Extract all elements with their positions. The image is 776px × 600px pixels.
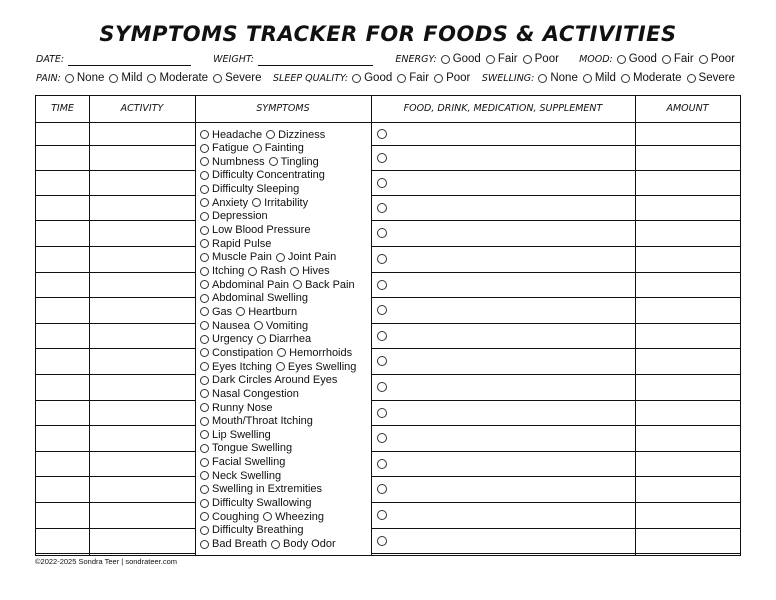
symptom-circle-icon[interactable] [200,430,209,439]
food-checkbox-icon[interactable] [377,356,387,366]
row-divider [371,425,740,426]
symptom-option[interactable] [200,524,304,536]
row-divider [371,323,740,324]
date-field[interactable] [68,53,191,66]
symptom-line [200,401,277,414]
symptom-circle-icon[interactable] [200,458,209,467]
symptom-option[interactable] [200,292,308,304]
symptom-option[interactable] [290,265,330,277]
sleep-quality-label: SLEEP QUALITY: [273,73,349,85]
symptom-circle-icon[interactable] [200,540,209,549]
radio-circle-icon[interactable] [687,74,696,83]
symptom-label: Mouth/Throat Itching [212,415,313,428]
symptom-option[interactable] [200,210,268,222]
symptom-label: Muscle Pain [212,251,272,264]
symptom-label: Low Blood Pressure [212,224,311,237]
symptom-label: Depression [212,210,268,223]
header-activity: ACTIVITY [120,103,164,114]
symptom-label: Vomiting [265,319,309,332]
symptom-line [200,524,308,537]
radio-option[interactable] [687,72,735,84]
radio-circle-icon[interactable] [523,55,532,64]
radio-option-label: Good [452,53,481,65]
radio-option[interactable] [621,72,682,84]
radio-option-label: Fair [497,53,518,65]
symptom-circle-icon[interactable] [200,239,209,248]
radio-circle-icon[interactable] [617,55,626,64]
symptom-line [200,183,303,196]
mood-options [617,53,740,67]
row-divider [36,170,195,171]
symptom-label: Difficulty Concentrating [212,169,325,182]
sleep-quality-options [352,72,475,86]
radio-circle-icon[interactable] [583,74,592,83]
radio-circle-icon[interactable] [65,74,74,83]
symptom-option[interactable] [248,265,286,277]
page-title: SYMPTOMS TRACKER FOR FOODS & ACTIVITIES [99,22,677,46]
symptom-circle-icon[interactable] [257,335,266,344]
radio-option-label: Mild [594,72,616,84]
symptom-option[interactable] [263,511,324,523]
symptom-line [200,278,359,291]
header-row-2 [36,72,740,86]
row-divider [371,220,740,221]
symptom-line [200,456,289,469]
food-checkbox-icon[interactable] [377,484,387,494]
symptom-circle-icon[interactable] [200,512,209,521]
food-checkbox-icon[interactable] [377,408,387,418]
radio-option-label: Moderate [159,72,209,84]
symptom-label: Neck Swelling [212,469,282,482]
food-checkbox-icon[interactable] [377,305,387,315]
header-row-1 [36,53,740,67]
food-checkbox-icon[interactable] [377,129,387,139]
symptom-label: Lip Swelling [212,428,271,441]
symptom-line [200,510,328,523]
symptom-option[interactable] [200,347,273,359]
radio-option[interactable] [617,53,657,65]
symptom-line [200,265,334,278]
radio-option-label: Good [628,53,657,65]
symptom-line [200,237,275,250]
symptom-label: Joint Pain [287,251,337,264]
radio-option[interactable] [352,72,392,84]
symptom-line [200,155,323,168]
symptom-label: Dizziness [278,128,326,141]
symptom-line [200,442,296,455]
symptom-label: Swelling in Extremities [212,483,323,496]
radio-option[interactable] [109,72,142,84]
row-divider [36,297,195,298]
radio-option[interactable] [397,72,429,84]
row-divider [371,348,740,349]
radio-circle-icon[interactable] [441,55,450,64]
food-checkbox-icon[interactable] [377,228,387,238]
symptom-label: Constipation [212,346,274,359]
radio-option[interactable] [441,53,481,65]
symptom-label: Rapid Pulse [212,237,272,250]
row-divider [36,272,195,273]
symptom-option[interactable] [200,429,271,441]
radio-circle-icon[interactable] [699,55,708,64]
radio-option[interactable] [434,72,470,84]
symptom-label: Dark Circles Around Eyes [212,374,338,387]
row-divider [36,195,195,196]
symptom-circle-icon[interactable] [200,171,209,180]
weight-label: WEIGHT: [213,54,254,66]
symptom-option[interactable] [200,197,248,209]
header-time: TIME [51,103,74,114]
row-divider [36,246,195,247]
symptom-line [200,428,275,441]
symptom-line [200,142,308,155]
symptom-option[interactable] [200,279,289,291]
symptom-circle-icon[interactable] [200,185,209,194]
radio-option-label: Poor [534,53,559,65]
radio-circle-icon[interactable] [147,74,156,83]
symptom-label: Difficulty Sleeping [212,183,300,196]
row-divider [371,297,740,298]
symptom-line [200,415,317,428]
symptom-circle-icon[interactable] [200,403,209,412]
radio-option[interactable] [65,72,105,84]
symptom-circle-icon[interactable] [200,376,209,385]
copyright-footer: ©2022-2025 Sondra Teer | sondrateer.com [35,557,178,566]
symptom-circle-icon[interactable] [200,362,209,371]
symptom-circle-icon[interactable] [200,226,209,235]
symptom-circle-icon[interactable] [200,157,209,166]
radio-option-label: Fair [409,72,430,84]
radio-option-label: Moderate [632,72,682,84]
symptom-option[interactable] [200,169,325,181]
symptom-option[interactable] [200,156,265,168]
symptom-line [200,210,272,223]
radio-option-label: Severe [225,72,262,84]
symptom-label: Irritability [264,196,309,209]
symptom-option[interactable] [200,483,322,495]
symptom-label: Itching [212,265,245,277]
symptom-line [200,387,303,400]
radio-circle-icon[interactable] [662,55,671,64]
symptom-circle-icon[interactable] [200,485,209,494]
symptom-circle-icon[interactable] [200,198,209,207]
symptom-option[interactable] [200,442,292,454]
symptom-line [200,469,285,482]
radio-circle-icon[interactable] [213,74,222,83]
food-checkbox-icon[interactable] [377,510,387,520]
date-label: DATE: [36,54,65,66]
symptom-circle-icon[interactable] [200,389,209,398]
radio-option[interactable] [699,53,735,65]
symptom-option[interactable] [253,142,304,154]
symptom-label: Tingling [280,155,319,168]
symptom-circle-icon[interactable] [271,540,280,549]
symptom-option[interactable] [257,333,311,345]
symptom-line [200,169,329,182]
symptom-label: Runny Nose [212,401,273,414]
symptom-circle-icon[interactable] [200,130,209,139]
symptom-line [200,224,314,237]
symptom-option[interactable] [200,320,250,332]
header-food: FOOD, DRINK, MEDICATION, SUPPLEMENT [403,103,603,114]
symptom-label: Urgency [212,333,253,346]
symptom-option[interactable] [200,238,271,250]
symptom-circle-icon[interactable] [276,362,285,371]
symptom-option[interactable] [254,320,308,332]
symptom-circle-icon[interactable] [276,253,285,262]
symptom-label: Hives [302,265,330,277]
radio-circle-icon[interactable] [397,74,406,83]
radio-option-label: Severe [698,72,735,84]
row-divider [371,374,740,375]
symptom-line [200,319,312,332]
symptom-line [200,360,360,373]
symptom-label: Gas [212,305,233,318]
symptom-label: Nasal Congestion [212,387,299,400]
symptom-option[interactable] [200,142,249,154]
symptom-label: Nausea [212,319,250,332]
symptom-option[interactable] [293,279,355,291]
radio-option[interactable] [583,72,616,84]
symptom-label: Fatigue [212,142,249,155]
symptom-circle-icon[interactable] [277,348,286,357]
symptom-line [200,333,315,346]
symptom-option[interactable] [200,388,299,400]
symptom-option[interactable] [276,361,356,373]
food-checkbox-icon[interactable] [377,280,387,290]
row-divider [36,425,195,426]
pain-label: PAIN: [36,73,61,85]
food-checkbox-icon[interactable] [377,459,387,469]
row-divider [371,451,740,452]
food-checkbox-icon[interactable] [377,254,387,264]
symptom-label: Eyes Itching [212,360,272,373]
symptom-option[interactable] [200,265,244,277]
symptom-label: Rash [260,265,287,277]
symptom-option[interactable] [200,224,310,236]
symptom-line [200,251,340,264]
symptom-circle-icon[interactable] [200,212,209,221]
symptom-label: Numbness [212,155,265,168]
symptom-option[interactable] [200,497,311,509]
symptom-label: Anxiety [212,196,249,209]
header-symptoms: SYMPTOMS [256,103,310,114]
symptom-label: Hemorrhoids [289,346,353,359]
symptom-circle-icon[interactable] [253,144,262,153]
activity-column [89,96,196,555]
symptom-circle-icon[interactable] [254,321,263,330]
symptom-label: Body Odor [283,538,336,550]
symptom-label: Tongue Swelling [212,442,293,455]
symptom-circle-icon[interactable] [200,267,209,276]
symptom-option[interactable] [200,306,232,318]
symptom-circle-icon[interactable] [248,267,257,276]
row-divider [36,451,195,452]
radio-option[interactable] [523,53,559,65]
symptom-option[interactable] [200,361,272,373]
row-divider [371,145,740,146]
symptom-label: Eyes Swelling [287,360,357,373]
row-divider [36,323,195,324]
radio-option[interactable] [213,72,261,84]
radio-option[interactable] [147,72,208,84]
symptom-circle-icon[interactable] [200,307,209,316]
symptom-label: Wheezing [275,510,325,523]
symptom-option[interactable] [269,156,319,168]
row-divider [371,502,740,503]
symptom-circle-icon[interactable] [290,267,299,276]
symptom-option[interactable] [200,402,273,414]
symptom-circle-icon[interactable] [266,130,275,139]
symptom-line [200,128,329,141]
symptom-line [200,196,312,209]
mood-label: MOOD: [579,54,613,66]
row-divider [371,170,740,171]
radio-option[interactable] [662,53,694,65]
row-divider [36,528,195,529]
symptom-label: Abdominal Pain [212,278,290,291]
symptom-circle-icon[interactable] [263,512,272,521]
symptom-circle-icon[interactable] [200,471,209,480]
food-checkbox-icon[interactable] [377,433,387,443]
symptom-option[interactable] [200,183,299,195]
symptom-line [200,497,315,510]
symptom-circle-icon[interactable] [269,157,278,166]
swelling-options [538,72,740,86]
symptom-line [200,374,341,387]
row-divider [36,502,195,503]
symptom-option[interactable] [200,511,259,523]
food-checkbox-icon[interactable] [377,203,387,213]
radio-option-label: Good [364,72,393,84]
symptom-option[interactable] [200,470,281,482]
symptom-circle-icon[interactable] [236,307,245,316]
symptom-circle-icon[interactable] [252,198,261,207]
row-divider [371,272,740,273]
symptom-option[interactable] [252,197,308,209]
energy-label: ENERGY: [395,54,437,66]
symptom-line [200,538,340,551]
symptom-label: Bad Breath [212,538,268,550]
radio-circle-icon[interactable] [486,55,495,64]
radio-option[interactable] [538,72,578,84]
symptom-circle-icon[interactable] [200,321,209,330]
symptom-option[interactable] [271,538,336,550]
symptom-line [200,483,326,496]
radio-option-label: Poor [710,53,735,65]
symptom-line [200,292,312,305]
symptom-label: Difficulty Swallowing [212,497,312,510]
radio-option-label: Fair [673,53,694,65]
food-checkbox-icon[interactable] [377,382,387,392]
radio-circle-icon[interactable] [621,74,630,83]
header-amount: AMOUNT [666,103,709,114]
symptom-option[interactable] [200,456,285,468]
row-divider [36,145,195,146]
row-divider [36,476,195,477]
symptom-option[interactable] [236,306,297,318]
row-divider [36,374,195,375]
symptom-circle-icon[interactable] [200,144,209,153]
radio-option-label: None [550,72,578,84]
row-divider [36,400,195,401]
symptom-label: Back Pain [305,278,355,291]
symptom-circle-icon[interactable] [200,417,209,426]
row-divider [371,246,740,247]
symptom-option[interactable] [200,251,272,263]
food-checkbox-icon[interactable] [377,153,387,163]
radio-option-label: None [76,72,105,84]
row-divider [371,476,740,477]
row-divider [371,553,740,554]
time-column [36,96,90,555]
symptom-circle-icon[interactable] [200,444,209,453]
symptom-circle-icon[interactable] [200,280,209,289]
symptom-label: Fainting [264,142,304,155]
radio-option-label: Mild [121,72,143,84]
radio-option-label: Poor [446,72,471,84]
radio-circle-icon[interactable] [109,74,118,83]
symptom-line [200,346,356,359]
symptom-circle-icon[interactable] [200,253,209,262]
food-checkbox-icon[interactable] [377,536,387,546]
symptom-label: Facial Swelling [212,456,286,469]
row-divider [36,122,740,123]
symptom-label: Abdominal Swelling [212,292,308,305]
energy-options [441,53,564,67]
symptom-circle-icon[interactable] [200,499,209,508]
pain-options [65,72,267,86]
swelling-label: SWELLING: [481,73,535,85]
row-divider [371,195,740,196]
symptom-option[interactable] [266,129,325,141]
row-divider [36,348,195,349]
symptom-label: Headache [212,128,263,141]
food-column [371,96,636,555]
food-checkbox-icon[interactable] [377,178,387,188]
symptom-option[interactable] [200,374,337,386]
symptom-label: Coughing [212,510,260,523]
symptom-label: Difficulty Breathing [212,524,304,537]
symptom-circle-icon[interactable] [200,294,209,303]
row-divider [36,553,195,554]
symptom-option[interactable] [200,415,313,427]
radio-circle-icon[interactable] [352,74,361,83]
symptom-circle-icon[interactable] [200,526,209,535]
symptom-line [200,305,301,318]
symptom-option[interactable] [200,333,253,345]
radio-option[interactable] [486,53,518,65]
symptom-circle-icon[interactable] [293,280,302,289]
symptom-circle-icon[interactable] [200,335,209,344]
symptom-option[interactable] [200,129,262,141]
symptom-circle-icon[interactable] [200,348,209,357]
tracker-table [35,95,741,556]
row-divider [36,220,195,221]
symptom-label: Diarrhea [268,333,312,346]
symptom-label: Heartburn [248,305,298,318]
symptom-option[interactable] [276,251,336,263]
radio-circle-icon[interactable] [434,74,443,83]
weight-field[interactable] [258,53,373,66]
food-checkbox-icon[interactable] [377,331,387,341]
symptom-option[interactable] [277,347,352,359]
row-divider [371,400,740,401]
radio-circle-icon[interactable] [538,74,547,83]
symptom-option[interactable] [200,538,267,550]
row-divider [371,528,740,529]
